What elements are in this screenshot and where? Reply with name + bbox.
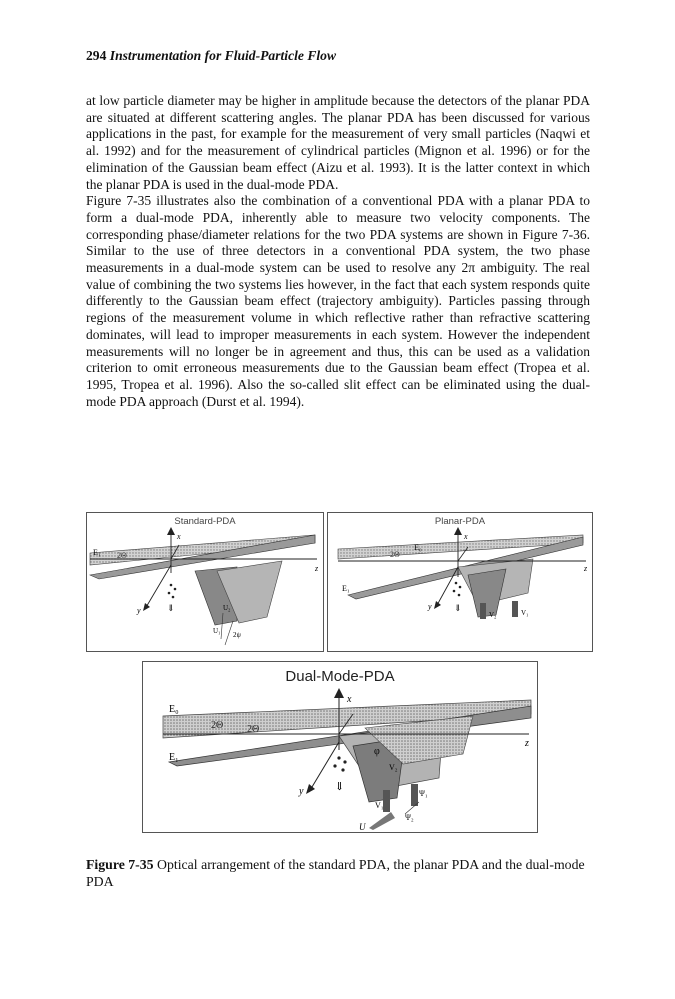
caption-text: Optical arrangement of the standard PDA, the planar PDA and the dual-mode PDA [86,857,585,889]
dual-left-beam-label: E₁ [169,752,179,763]
dual-v1-label: V₁ [375,801,384,810]
running-header [86,48,336,64]
dual-psi1-label: Ψ₁ [419,789,428,798]
dual-x-axis-label: x [347,694,352,705]
planar-x-axis-label: x [464,532,468,541]
figure-panel-standard-pda [86,512,324,652]
dual-u-label: U [359,822,366,832]
standard-beam-label: E₁ [93,548,101,557]
paragraph-2: Figure 7-35 illustrates also the combination of a conventional PDA with a planar PDA to form a dual-mode PDA, inherently able to measure two velocity components. The corresponding phase/diameter relations for the two PDA systems are shown in Figure 7-36. Similar to the use of three detectors in a conventional PDA system, the two phase measurements in a dual-mode system can be used to resolve any 2π ambiguity. The real value of combining the two systems lies however, in the fact that each system responds quite differently to the Gaussian beam effect (trajectory ambiguity). Particles passing through regions of the measurement volume in which reflective rather than refractive scattering dominates, will lead to improper measurements in each system. However the independent measurements will no longer be in agreement and thus, this can be used as a validation criterion to omit erroneous measurements due to the Gaussian beam effect (Tropea et al. 1995, Tropea et al. 1996). Also the so-called slit effect can be eliminated using the dual-mode PDA approach (Durst et al. 1994). [86,193,590,409]
figure-panel-dual-mode-pda [142,661,538,833]
standard-angle-label: 2Θ [117,551,127,560]
standard-z-axis-label: z [315,564,319,573]
caption-figure-number: Figure 7-35 [86,857,154,872]
standard-y-axis-label: y [137,606,141,615]
standard-psi-label: 2ψ [233,631,241,639]
standard-u2-label: U₂ [223,604,231,612]
figure-panel-planar-pda [327,512,593,652]
standard-pda-diagram [87,513,323,651]
planar-v2-label: V₂ [489,611,497,619]
paragraph-1: at low particle diameter may be higher in amplitude because the detectors of the planar PDA are situated at different scattering angles. The planar PDA has been discussed for various applications in the past, for example for the measurement of very small particles (Naqwi et al. 1992) and for the measurement of cylindrical particles (Mignon et al. 1996) or for the elimination of the Gaussian beam effect (Aizu et al. 1993). It is the latter context in which the planar PDA is used in the dual-mode PDA. [86,93,590,192]
dual-v2-label: V₂ [389,763,398,772]
dual-y-axis-label: y [299,786,304,797]
planar-angle-label: 2Θ [390,550,400,559]
planar-v1-label: V₁ [521,609,529,617]
standard-flow-arrow: ⇓ [167,603,175,613]
planar-left-beam-label: E₁ [342,584,350,593]
dual-z-axis-label: z [525,738,529,749]
panel-title: Planar-PDA [434,516,486,527]
figure-caption [86,856,590,890]
planar-z-axis-label: z [584,564,588,573]
dual-psi2-label: Ψ₂ [405,813,414,822]
dual-flow-arrow: ⇓ [335,781,345,793]
standard-x-axis-label: x [177,532,181,541]
panel-title: Standard-PDA [174,516,236,527]
dual-phi-label: φ [374,746,380,757]
planar-y-axis-label: y [428,602,432,611]
running-title: Instrumentation for Fluid-Particle Flow [109,48,337,63]
standard-u1-label: U₁ [213,627,221,635]
planar-top-beam-label: E₀ [414,543,422,552]
planar-flow-arrow: ⇓ [454,603,462,613]
body-text [86,93,590,410]
panel-title: Dual-Mode-PDA [285,668,395,685]
dual-angle-1-label: 2Θ [211,720,224,731]
dual-angle-2-label: 2Θ [247,724,260,735]
planar-pda-diagram [328,513,592,651]
page-number: 294 [86,48,107,63]
dual-mode-pda-diagram [143,662,537,832]
dual-top-beam-label: E₀ [169,704,179,715]
